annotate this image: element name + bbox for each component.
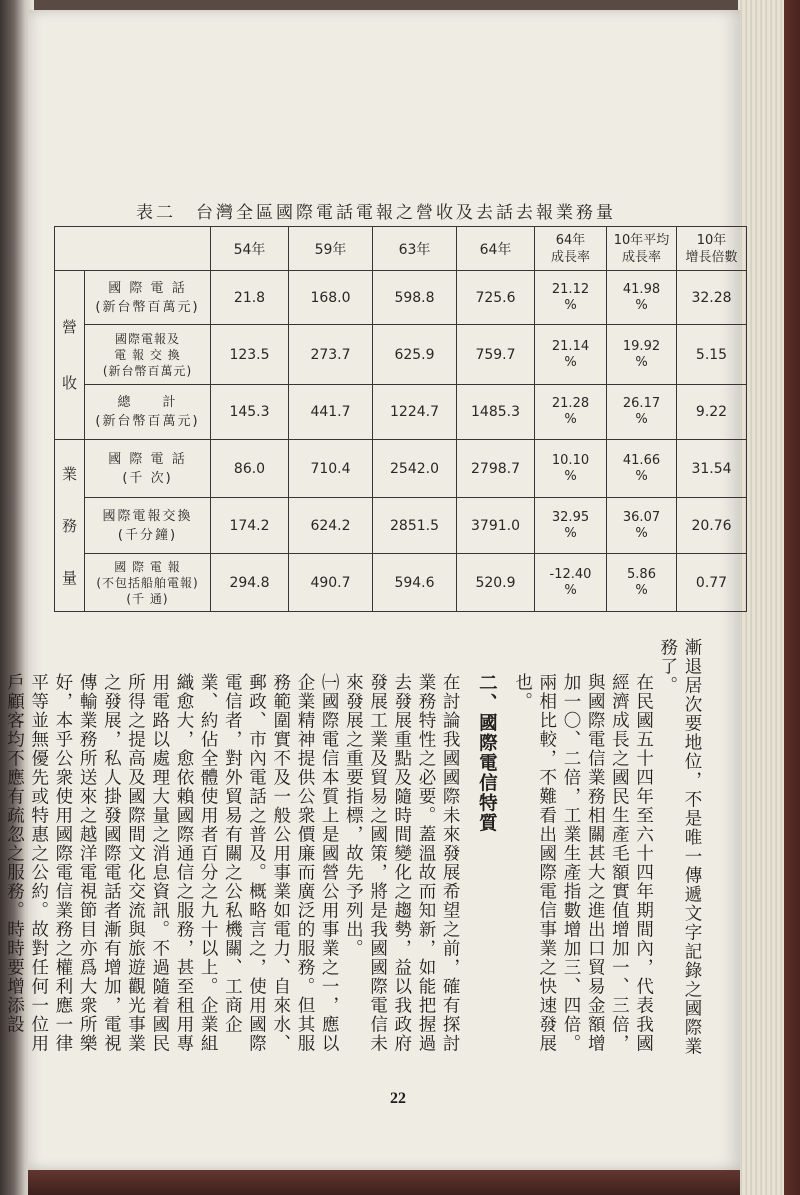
group-label: 營 收 [55, 271, 85, 440]
value-cell: 759.7 [457, 325, 535, 385]
paragraph: 在民國五十四年至六十四年期間內，代表我國經濟成長之國民生產毛額實值增加一、三倍，與國際電信業務相關甚大之進出口貿易金額增加一〇、二倍，工業生產指數增加三、四倍。兩相比較，不難看出國際電信事業之快速發展也。 [512, 673, 654, 1053]
value-cell: 294.8 [211, 554, 289, 612]
value-cell: 168.0 [289, 271, 373, 325]
rate-cell: -12.40 % [535, 554, 607, 612]
header-row [55, 227, 747, 271]
row-label: 國際電報交換 (千分鐘) [85, 498, 211, 554]
group-label: 業 務 量 [55, 440, 85, 612]
page-stack-edge [738, 0, 800, 1195]
value-cell: 273.7 [289, 325, 373, 385]
rate-cell: 41.66 % [607, 440, 677, 498]
table-title: 表二 台灣全區國際電話電報之營收及去話去報業務量 [136, 203, 616, 223]
multiple-cell: 9.22 [677, 385, 747, 440]
header-corner [55, 227, 211, 271]
value-cell: 490.7 [289, 554, 373, 612]
data-table [54, 226, 747, 612]
value-cell: 710.4 [289, 440, 373, 498]
value-cell: 145.3 [211, 385, 289, 440]
value-cell: 21.8 [211, 271, 289, 325]
row-label: 國 際 電 話 (千 次) [85, 440, 211, 498]
multiple-cell: 5.15 [677, 325, 747, 385]
table-row [55, 385, 747, 440]
header-cell: 10年 增長倍數 [677, 227, 747, 271]
value-cell: 2798.7 [457, 440, 535, 498]
header-cell: 10年平均 成長率 [607, 227, 677, 271]
paragraph: 漸退居次要地位，不是唯一傳遞文字記錄之國際業務了。 [657, 638, 702, 1056]
value-cell: 2851.5 [373, 498, 457, 554]
multiple-cell: 32.28 [677, 271, 747, 325]
rate-cell: 5.86 % [607, 554, 677, 612]
paragraph: 在討論我國國際未來發展希望之前，確有探討業務特性之必要。蓋溫故而知新，如能把握過去發展重點及隨時間變化之趨勢，益以我政府發展工業及貿易之國策，將是我國國際電信未來發展之重要指標，故先予列出。 [343, 673, 461, 1053]
table-row [55, 440, 747, 498]
row-label: 國際電報及 電 報 交 換 (新台幣百萬元) [85, 325, 211, 385]
header-cell: 64年 [457, 227, 535, 271]
multiple-cell: 0.77 [677, 554, 747, 612]
rate-cell: 21.14 % [535, 325, 607, 385]
rate-cell: 10.10 % [535, 440, 607, 498]
value-cell: 625.9 [373, 325, 457, 385]
value-cell: 3791.0 [457, 498, 535, 554]
body-text [4, 638, 704, 1068]
table-row [55, 325, 747, 385]
rate-cell: 32.95 % [535, 498, 607, 554]
multiple-cell: 31.54 [677, 440, 747, 498]
header-cell: 63年 [373, 227, 457, 271]
value-cell: 598.8 [373, 271, 457, 325]
value-cell: 725.6 [457, 271, 535, 325]
rate-cell: 36.07 % [607, 498, 677, 554]
table-row [55, 271, 747, 325]
row-label: 國 際 電 話 (新台幣百萬元) [85, 271, 211, 325]
page-number: 22 [390, 1090, 406, 1107]
value-cell: 520.9 [457, 554, 535, 612]
header-cell: 64年 成長率 [535, 227, 607, 271]
multiple-cell: 20.76 [677, 498, 747, 554]
paragraph: ㈠國際電信本質上是國營公用事業之一，應以企業精神提供公衆價廉而廣泛的服務。但其服務範圍實不及一般公用事業如電力、自來水、郵政、市內電話之普及。概略言之，使用國際電信者，對外貿易有關之公私機關、工商企業、約佔全體使用者百分之九十以上。企業組織愈大，愈依賴國際通信之服務，甚至租用專用電路以處理大量之消息資訊。不過隨着國民所得之提高及國際間文化交流與旅遊觀光事業之發展，私人掛發國際電話者漸有增加，電視傳輸業務所送來之越洋電視節目亦爲大衆所樂好，本乎公衆使用國際電信業務之權利應一律平等並無優先或特惠之公約。故對任何一位用戶顧客均不應有疏忽之服務。時時要增添設 [4, 673, 340, 1053]
value-cell: 1224.7 [373, 385, 457, 440]
rate-cell: 26.17 % [607, 385, 677, 440]
table-row [55, 498, 747, 554]
value-cell: 86.0 [211, 440, 289, 498]
table-row [55, 554, 747, 612]
rate-cell: 41.98 % [607, 271, 677, 325]
header-cell: 54年 [211, 227, 289, 271]
value-cell: 441.7 [289, 385, 373, 440]
value-cell: 174.2 [211, 498, 289, 554]
rate-cell: 21.12 % [535, 271, 607, 325]
header-cell: 59年 [289, 227, 373, 271]
section-heading: 二、國際電信特質 [476, 673, 498, 833]
book-page [4, 10, 740, 1170]
value-cell: 123.5 [211, 325, 289, 385]
row-label: 總 計 (新台幣百萬元) [85, 385, 211, 440]
book-cover-edge [784, 0, 800, 1195]
value-cell: 624.2 [289, 498, 373, 554]
rate-cell: 19.92 % [607, 325, 677, 385]
row-label: 國 際 電 報 (不包括船舶電報) (千 通) [85, 554, 211, 612]
value-cell: 2542.0 [373, 440, 457, 498]
rate-cell: 21.28 % [535, 385, 607, 440]
value-cell: 594.6 [373, 554, 457, 612]
value-cell: 1485.3 [457, 385, 535, 440]
